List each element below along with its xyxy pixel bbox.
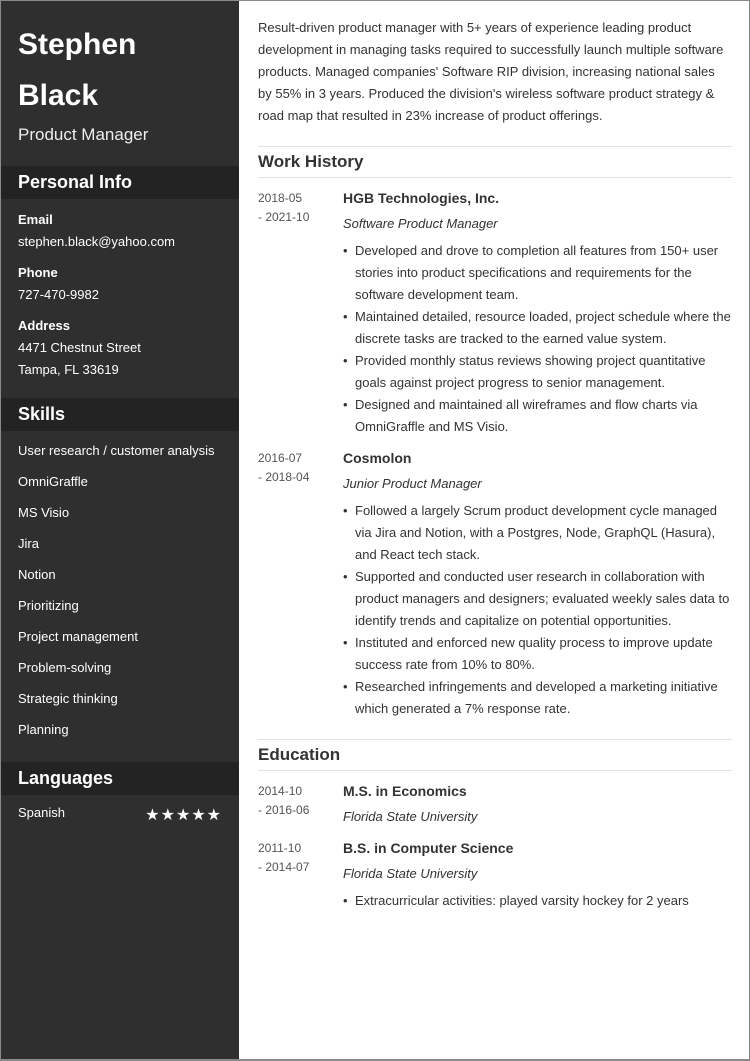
entry <box>258 839 732 912</box>
entry-subtitle: Junior Product Manager <box>343 476 482 491</box>
skills-list <box>1 431 239 762</box>
end-date: - 2016-06 <box>258 803 310 817</box>
bullet-list <box>343 500 732 720</box>
bullet-item: • Developed and drove to completion all features from 150+ user stories into product specifications and requirements for the software development team. <box>355 240 732 306</box>
start-date: 2018-05 <box>258 191 303 205</box>
entry-title: Cosmolon <box>343 450 412 466</box>
phone-value: 727-470-9982 <box>18 287 99 302</box>
first-name: Stephen <box>18 28 137 61</box>
bullet-item: • Extracurricular activities: played varsity hockey for 2 years <box>355 890 732 912</box>
sidebar <box>1 1 239 1059</box>
bullet-item: • Provided monthly status reviews showing project quantitative goals against project progress to senior management. <box>355 350 732 394</box>
language-item <box>1 795 239 825</box>
candidate-name <box>1 1 239 121</box>
entry <box>258 782 732 828</box>
bullet-item: • Instituted and enforced new quality process to improve update success rate from 10% to 80%. <box>355 632 732 676</box>
date-range <box>258 839 343 912</box>
bullet-item: • Designed and maintained all wireframes and flow charts via OmniGraffle and MS Visio. <box>355 394 732 438</box>
job-title: Product Manager <box>18 125 149 144</box>
education-heading: Education <box>258 739 732 771</box>
start-date: 2014-10 <box>258 784 303 798</box>
skill-item: Strategic thinking <box>18 691 118 706</box>
skill-item: User research / customer analysis <box>18 443 215 458</box>
date-range <box>258 782 343 828</box>
entry-title: HGB Technologies, Inc. <box>343 190 500 206</box>
entry-subtitle: Software Product Manager <box>343 216 498 231</box>
languages-heading: Languages <box>1 762 239 795</box>
entry-subtitle: Florida State University <box>343 866 478 881</box>
personal-info-heading: Personal Info <box>1 166 239 199</box>
bullet-item: • Supported and conducted user research in collaboration with product managers and designers; evaluated weekly sales data to identify trends and capitalize on potential opportunities. <box>355 566 732 632</box>
phone-label: Phone <box>18 265 58 280</box>
start-date: 2016-07 <box>258 451 303 465</box>
end-date: - 2021-10 <box>258 210 310 224</box>
skill-item: Problem-solving <box>18 660 112 675</box>
skill-item: Prioritizing <box>18 598 79 613</box>
start-date: 2011-10 <box>258 841 302 855</box>
resume-page <box>1 1 749 1059</box>
rating-stars-icon: ★★★★★ <box>145 807 222 824</box>
address-line-1: 4471 Chestnut Street <box>18 340 141 355</box>
date-range <box>258 449 343 720</box>
email-value: stephen.black@yahoo.com <box>18 234 176 249</box>
education-list <box>258 782 732 912</box>
bullet-item: • Followed a largely Scrum product development cycle managed via Jira and Notion, with a Postgres, Node, GraphQL (Hasura), and React tech stack. <box>355 500 732 566</box>
personal-info <box>1 199 239 381</box>
language-name: Spanish <box>18 805 65 820</box>
entry-title: B.S. in Computer Science <box>343 840 514 856</box>
entry-title: M.S. in Economics <box>343 783 467 799</box>
entry-subtitle: Florida State University <box>343 809 478 824</box>
skill-item: Project management <box>18 629 138 644</box>
address-label: Address <box>18 318 71 333</box>
summary: Result-driven product manager with 5+ years of experience leading product development in managing tasks required to successfully launch multiple software products. Managed companies' Software RIP division, increasing national sales by 55% in 3 years. Produced the division's wireless software product strategy & road map that resulted in 23% increase of product offerings. <box>258 20 724 123</box>
work-list <box>258 189 732 720</box>
last-name: Black <box>18 79 99 112</box>
skill-item: OmniGraffle <box>18 474 88 489</box>
main-content <box>239 1 749 1059</box>
skill-item: MS Visio <box>18 505 70 520</box>
bullet-item: • Researched infringements and developed a marketing initiative which generated a 7% response rate. <box>355 676 732 720</box>
skill-item: Notion <box>18 567 56 582</box>
address-line-2: Tampa, FL 33619 <box>18 362 119 377</box>
end-date: - 2018-04 <box>258 470 310 484</box>
skill-item: Jira <box>18 536 39 551</box>
entry <box>258 449 732 720</box>
bullet-list <box>343 890 732 912</box>
end-date: - 2014-07 <box>258 860 310 874</box>
bullet-list <box>343 240 732 438</box>
date-range <box>258 189 343 438</box>
bullet-item: • Maintained detailed, resource loaded, project schedule where the discrete tasks are tracked to the earned value system. <box>355 306 732 350</box>
work-history-heading: Work History <box>258 146 732 178</box>
entry <box>258 189 732 438</box>
skills-heading: Skills <box>1 398 239 431</box>
skill-item: Planning <box>18 722 69 737</box>
email-label: Email <box>18 212 53 227</box>
